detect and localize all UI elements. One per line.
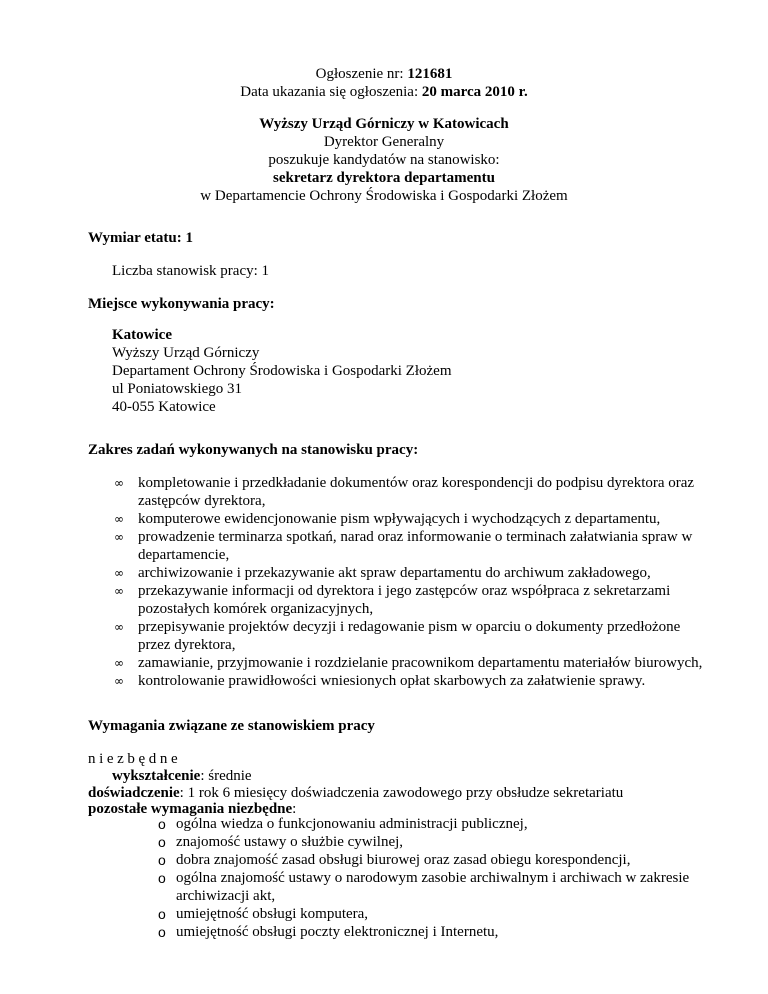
place-heading: Miejsce wykonywania pracy: [88, 296, 275, 312]
list-item: o znajomość ustawy o służbie cywilnej, [158, 834, 404, 850]
list-item: ∞ prowadzenie terminarza spotkań, narad oraz informowanie o terminach załatwiania spraw w departamencie, [114, 529, 693, 563]
circle-bullet-icon: o [158, 852, 166, 868]
list-item: ∞ kontrolowanie prawidłowości wniesionych opłat skarbowych za załatwienie sprawy. [114, 673, 646, 689]
infinity-bullet-icon: ∞ [114, 584, 124, 598]
education-label: wykształcenie [112, 768, 201, 784]
education-value: : średnie [200, 768, 252, 784]
institution-block [0, 115, 768, 205]
list-item: ∞ zamawianie, przyjmowanie i rozdzielanie pracownikom departamentu materiałów biurowych, [114, 655, 703, 671]
circle-bullet-icon: o [158, 906, 166, 922]
list-item: o umiejętność obsługi komputera, [158, 906, 369, 922]
list-item: ∞ kompletowanie i przedkładanie dokumentów oraz korespondencji do podpisu dyrektora oraz zastępców dyrektora, [114, 475, 695, 509]
required-label: niezbędne [88, 751, 182, 767]
circle-bullet-icon: o [158, 924, 166, 940]
list-item: ∞ komputerowe ewidencjonowanie pism wpływających i wychodzących z departamentu, [114, 511, 661, 527]
requirements-heading: Wymagania związane ze stanowiskiem pracy [88, 718, 375, 734]
department-name: w Departamencie Ochrony Środowiska i Gospodarki Złożem [200, 188, 568, 204]
infinity-bullet-icon: ∞ [114, 530, 124, 544]
date-value: 20 marca 2010 r. [421, 84, 528, 100]
list-item: o ogólna znajomość ustawy o narodowym zasobie archiwalnym i archiwach w zakresie archiwizacji akt, [158, 870, 690, 904]
place-line: ul Poniatowskiego 31 [112, 381, 242, 397]
date-label: Data ukazania się ogłoszenia: [240, 84, 422, 100]
positions-count: Liczba stanowisk pracy: 1 [112, 263, 270, 279]
announcement-number: 121681 [407, 66, 453, 82]
announcement-header [0, 65, 768, 101]
infinity-bullet-icon: ∞ [114, 476, 124, 490]
announcement-date-line [0, 83, 768, 101]
tasks-list [112, 474, 712, 690]
list-item: ∞ przekazywanie informacji od dyrektora i jego zastępców oraz współpraca z sekretarzami pozostałych komórek organizacyjnych, [114, 583, 671, 617]
place-line: Wyższy Urząd Górniczy [112, 345, 260, 361]
circle-bullet-icon: o [158, 834, 166, 850]
infinity-bullet-icon: ∞ [114, 656, 124, 670]
other-requirements-line: pozostałe wymagania niezbędne: [88, 801, 297, 817]
infinity-bullet-icon: ∞ [114, 566, 124, 580]
announcement-number-line [0, 65, 768, 83]
experience-value: : 1 rok 6 miesięcy doświadczenia zawodowego przy obsłudze sekretariatu [179, 785, 624, 801]
infinity-bullet-icon: ∞ [114, 674, 124, 688]
place-line: 40-055 Katowice [112, 399, 216, 415]
list-item: ∞ przepisywanie projektów decyzji i redagowanie pism w oparciu o dokumenty przedłożone przez dyrektora, [114, 619, 681, 653]
circle-bullet-icon: o [158, 870, 166, 886]
announcement-label: Ogłoszenie nr: [315, 66, 408, 82]
circle-bullet-icon: o [158, 816, 166, 832]
institution-seeks: poszukuje kandydatów na stanowisko: [268, 152, 500, 168]
list-item: o dobra znajomość zasad obsługi biurowej oraz zasad obiegu korespondencji, [158, 852, 631, 868]
other-requirements-list [158, 815, 728, 941]
infinity-bullet-icon: ∞ [114, 512, 124, 526]
tasks-heading: Zakres zadań wykonywanych na stanowisku pracy: [88, 442, 419, 458]
institution-name: Wyższy Urząd Górniczy w Katowicach [259, 116, 509, 132]
place-line: Departament Ochrony Środowiska i Gospodarki Złożem [112, 363, 452, 379]
institution-director: Dyrektor Generalny [323, 134, 445, 150]
place-address [112, 326, 452, 416]
list-item: o ogólna wiedza o funkcjonowaniu administracji publicznej, [158, 816, 528, 832]
list-item: ∞ archiwizowanie i przekazywanie akt spraw departamentu do archiwum zakładowego, [114, 565, 651, 581]
list-item: o umiejętność obsługi poczty elektronicznej i Internetu, [158, 924, 499, 940]
position-title: sekretarz dyrektora departamentu [273, 170, 495, 186]
place-city: Katowice [112, 327, 172, 343]
infinity-bullet-icon: ∞ [114, 620, 124, 634]
other-requirements-label: pozostałe wymagania niezbędne [88, 801, 293, 817]
workload-heading: Wymiar etatu: 1 [88, 230, 193, 246]
education-line [112, 767, 252, 785]
experience-label: doświadczenie [88, 785, 180, 801]
